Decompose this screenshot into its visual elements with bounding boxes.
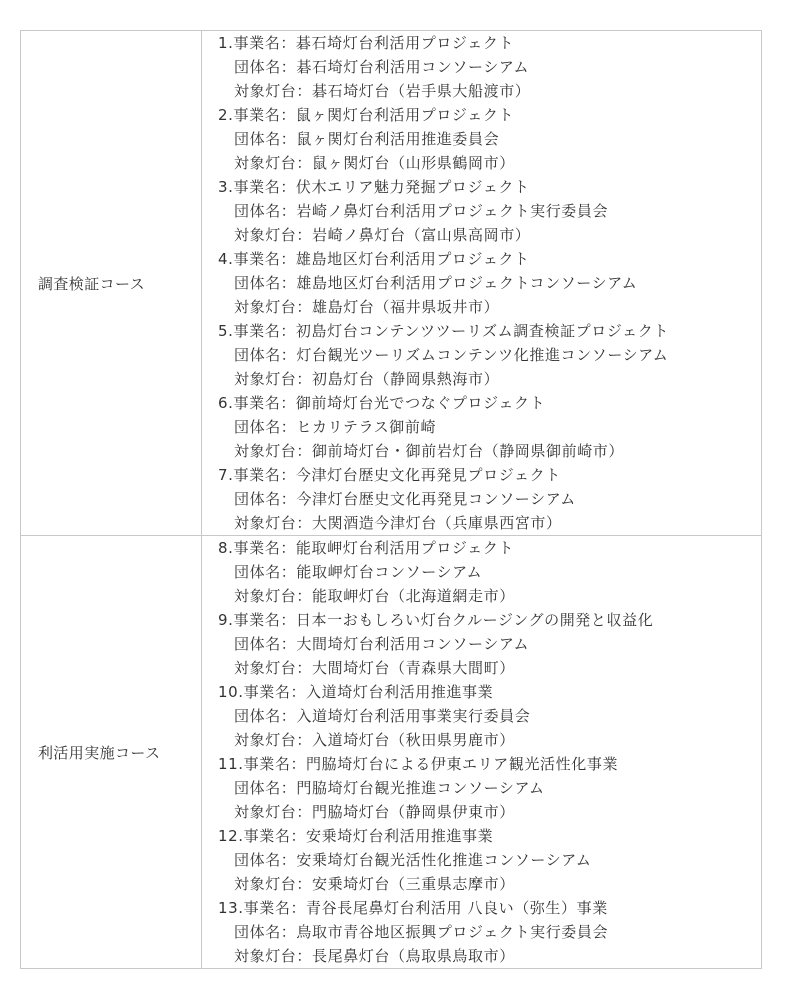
project-entry bbox=[218, 536, 761, 608]
project-lighthouse: 対象灯台：鼠ヶ関灯台（山形県鶴岡市） bbox=[234, 154, 515, 172]
project-entry bbox=[218, 463, 761, 535]
project-entry bbox=[218, 31, 761, 103]
project-number: 2. bbox=[218, 106, 234, 124]
project-title: 事業名：今津灯台歴史文化再発見プロジェクト bbox=[233, 466, 561, 484]
project-lighthouse: 対象灯台：大間埼灯台（青森県大間町） bbox=[234, 659, 515, 677]
project-organization: 団体名：雄島地区灯台利活用プロジェクトコンソーシアム bbox=[234, 274, 638, 292]
course-row bbox=[21, 31, 762, 536]
course-table bbox=[20, 30, 762, 969]
project-title: 事業名：安乗埼灯台利活用推進事業 bbox=[243, 827, 494, 845]
project-number: 9. bbox=[218, 611, 234, 629]
project-organization: 団体名：門脇埼灯台観光推進コンソーシアム bbox=[234, 779, 545, 797]
project-lighthouse: 対象灯台：岩崎ノ鼻灯台（富山県高岡市） bbox=[234, 226, 531, 244]
project-number: 13. bbox=[218, 899, 244, 917]
project-entry bbox=[218, 247, 761, 319]
project-number: 11. bbox=[218, 755, 244, 773]
project-organization: 団体名：鼠ヶ関灯台利活用推進委員会 bbox=[234, 130, 500, 148]
project-entry bbox=[218, 896, 761, 968]
project-number: 4. bbox=[218, 250, 234, 268]
project-lighthouse: 対象灯台：入道埼灯台（秋田県男鹿市） bbox=[234, 731, 515, 749]
course-projects-cell bbox=[202, 31, 762, 536]
project-lighthouse: 対象灯台：初島灯台（静岡県熱海市） bbox=[234, 370, 500, 388]
project-number: 10. bbox=[218, 683, 244, 701]
project-organization: 団体名：入道埼灯台利活用事業実行委員会 bbox=[234, 707, 531, 725]
project-lighthouse: 対象灯台：能取岬灯台（北海道網走市） bbox=[234, 587, 515, 605]
project-lighthouse: 対象灯台：御前埼灯台・御前岩灯台（静岡県御前崎市） bbox=[234, 442, 625, 460]
project-title: 事業名：入道埼灯台利活用推進事業 bbox=[243, 683, 494, 701]
project-lighthouse: 対象灯台：雄島灯台（福井県坂井市） bbox=[234, 298, 500, 316]
project-title: 事業名：日本一おもしろい灯台クルージングの開発と収益化 bbox=[233, 611, 654, 629]
project-entry bbox=[218, 391, 761, 463]
project-number: 6. bbox=[218, 394, 234, 412]
project-title: 事業名：碁石埼灯台利活用プロジェクト bbox=[233, 34, 515, 52]
project-number: 8. bbox=[218, 539, 234, 557]
project-entry bbox=[218, 175, 761, 247]
project-lighthouse: 対象灯台：安乗埼灯台（三重県志摩市） bbox=[234, 875, 515, 893]
project-entry bbox=[218, 103, 761, 175]
project-number: 3. bbox=[218, 178, 234, 196]
project-title: 事業名：雄島地区灯台利活用プロジェクト bbox=[233, 250, 530, 268]
project-entry bbox=[218, 680, 761, 752]
project-title: 事業名：御前埼灯台光でつなぐプロジェクト bbox=[233, 394, 546, 412]
project-entry bbox=[218, 824, 761, 896]
project-title: 事業名：門脇埼灯台による伊東エリア観光活性化事業 bbox=[243, 755, 619, 773]
project-lighthouse: 対象灯台：碁石埼灯台（岩手県大船渡市） bbox=[234, 82, 531, 100]
project-lighthouse: 対象灯台：大関酒造今津灯台（兵庫県西宮市） bbox=[234, 514, 562, 532]
project-organization: 団体名：能取岬灯台コンソーシアム bbox=[234, 563, 483, 581]
project-number: 1. bbox=[218, 34, 234, 52]
project-title: 事業名：青谷長尾鼻灯台利活用 八良い（弥生）事業 bbox=[243, 899, 608, 917]
project-title: 事業名：初島灯台コンテンツツーリズム調査検証プロジェクト bbox=[233, 322, 669, 340]
project-organization: 団体名：安乗埼灯台観光活性化推進コンソーシアム bbox=[234, 851, 592, 869]
course-projects-cell bbox=[202, 536, 762, 969]
project-title: 事業名：伏木エリア魅力発掘プロジェクト bbox=[233, 178, 530, 196]
course-name-cell: 調査検証コース bbox=[21, 31, 202, 536]
project-title: 事業名：鼠ヶ関灯台利活用プロジェクト bbox=[233, 106, 515, 124]
project-organization: 団体名：今津灯台歴史文化再発見コンソーシアム bbox=[234, 490, 576, 508]
project-entry bbox=[218, 752, 761, 824]
project-number: 5. bbox=[218, 322, 234, 340]
project-organization: 団体名：ヒカリテラス御前崎 bbox=[234, 418, 437, 436]
project-lighthouse: 対象灯台：門脇埼灯台（静岡県伊東市） bbox=[234, 803, 515, 821]
project-organization: 団体名：鳥取市青谷地区振興プロジェクト実行委員会 bbox=[234, 923, 609, 941]
project-lighthouse: 対象灯台：長尾鼻灯台（鳥取県鳥取市） bbox=[234, 947, 515, 965]
course-row bbox=[21, 536, 762, 969]
project-number: 12. bbox=[218, 827, 244, 845]
project-entry bbox=[218, 319, 761, 391]
course-name-cell: 利活用実施コース bbox=[21, 536, 202, 969]
project-number: 7. bbox=[218, 466, 234, 484]
project-organization: 団体名：岩崎ノ鼻灯台利活用プロジェクト実行委員会 bbox=[234, 202, 609, 220]
project-organization: 団体名：灯台観光ツーリズムコンテンツ化推進コンソーシアム bbox=[234, 346, 669, 364]
project-title: 事業名：能取岬灯台利活用プロジェクト bbox=[233, 539, 515, 557]
project-organization: 団体名：碁石埼灯台利活用コンソーシアム bbox=[234, 58, 530, 76]
project-entry bbox=[218, 608, 761, 680]
project-organization: 団体名：大間埼灯台利活用コンソーシアム bbox=[234, 635, 530, 653]
